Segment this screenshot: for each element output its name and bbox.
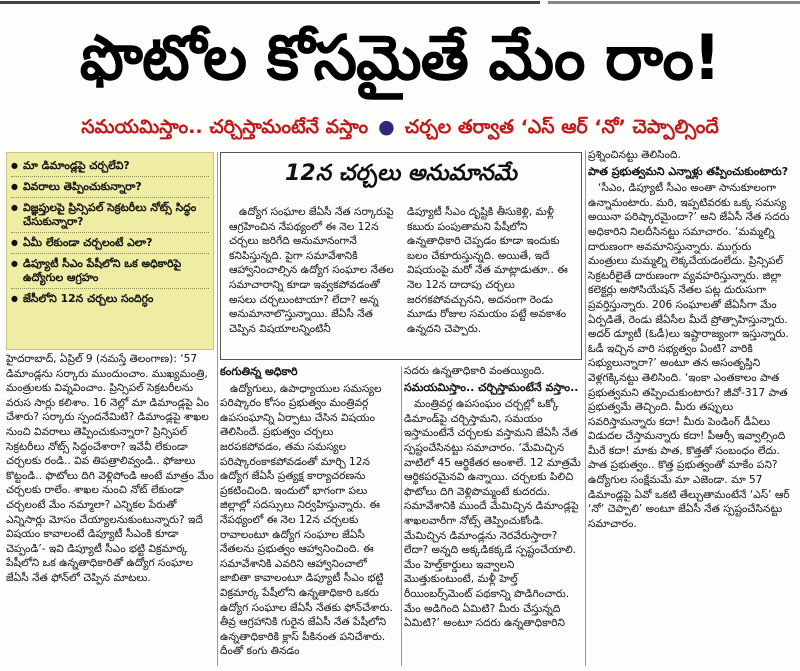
article-column-4 — [588, 148, 794, 668]
article-column-3 — [404, 364, 582, 668]
column-divider — [585, 150, 586, 666]
column-divider — [217, 152, 218, 666]
article-paragraph: ఉద్యోగులు, ఉపాధ్యాయుల సమస్యల పరిష్కారం కోసం ప్రభుత్వం మంత్రివర్గ ఉపసంఘాన్ని ఏర్పాటు చేసిన విషయం తెలిసిందే. ప్రభుత్వం చర్చలు జరపకపోవడం, తమ సమస్యల పరిష్కారంకాకపోవడంతో మార్చి 12న ఉద్యోగ జేఏసీ ప్రత్యక్ష కార్యాచరణను ప్రకటించింది. ఇందులో భాగంగా పలు జిల్లాల్లో సదస్సులు నిర్వహిస్తున్నారు. ఈ నేపథ్యంలో ఈ నెల 12న చర్చలకు రావాలంటూ ఉద్యోగ సంఘాల జేఏసీ నేతలను ప్రభుత్వం ఆహ్వానించింది. ఈ సమావేశానికి ఎవరిని ఆహ్వానించాలో జాబితా కావాలంటూ డిప్యూటీ సీఎం భట్టి విక్రమార్క పేషీలోని ఉన్నతాధికారి ఒకరు ఉద్యోగ సంఘాల జేఏసీ నేతకు ఫోన్‌చేశారు. తీవ్ర ఆగ్రహానికి గురైన జేఏసీ నేత పేషీలోని ఉన్నతాధికారికి క్లాస్ పీకినంత పనిచేశారు. దీంతో కంగు తినడం — [220, 382, 393, 658]
box-paragraph: ఉద్యోగ సంఘాల జేఏసీ నేత సర్కారుపై ఆగ్రహించిన నేపథ్యంలో ఈ నెల 12న చర్చలు జరిగేది అనుమానంగానే కనిపిస్తున్నది. పైగా సమావేశానికి ఆహ్వానించాల్సిన ఉద్యోగ సంఘాల నేతల సమాచారాన్ని కూడా ఇవ్వకపోవడంతో అసలు చర్చలుంటాయా? లేదా? అన్న అనుమానాలొస్తున్నాయి. జేఏసీ నేత చెప్పిన విషయాలన్నింటినీ — [229, 206, 394, 335]
section-heading: పాత ప్రభుత్వమని ఎన్నాళ్లు తప్పించుకుంటారు? — [588, 164, 789, 178]
section-heading: కంగుతిన్న అధికారి — [220, 365, 298, 378]
box-column-right — [407, 205, 575, 357]
article-paragraph: ప్రశ్నించినట్టు తెలిసింది. — [588, 149, 681, 161]
article-column-2 — [220, 364, 398, 668]
box-paragraph: డిప్యూటీ సీఎం దృష్టికి తీసుకెళ్లి, మళ్లీ కబురు పంపుతామని పేషీలోని ఉన్నతాధికారి చెప్పడం కూడా ఇందుకు బలం చేకూరుస్తున్నది. అయితే, ఇదే విషయంపై మరో నేత మాట్లాడుతూ.. ఈ నెల 12న దాదాపు చర్చలు జరగకపోవచ్చునని, అదనంగా రెండు మూడు రోజుల సమయం పట్టే అవకాశం ఉన్నదని చెప్పారు. — [407, 206, 568, 335]
headline: ఫొటోల కోసమైతే మేం రాం! — [79, 21, 721, 94]
section-heading: సమయమిస్తాం.. చర్చిస్తామంటేనే వస్తాం.. — [404, 380, 579, 394]
highlight-item: ● వివరాలు తెప్పించుకున్నారా? — [11, 177, 209, 198]
highlight-item: ● డిప్యూటీ సీఎం పేషీలోని ఒక అధికారిపై ఉద్యోగుల ఆగ్రహం — [11, 254, 209, 289]
article-paragraph: ‘సీఎం, డిప్యూటీ సీఎం అంతా సానుకూలంగా ఉన్నామంటారు. మరి, ఇప్పటివరకు ఒక్క సమస్య అయినా పరిష్కారమైందా?’ అని జేఏసీ నేత సదరు అధికారిని నిలదీసినట్టు సమాచారం. ‘మమ్మల్ని దారుణంగా అవమానిస్తున్నారు. ముగ్గురు మంత్రులు మమ్మల్ని లెక్కచేయడంలేదు. ప్రిన్సిపల్ సెక్రటరీలైతే దారుణంగా వ్యవహరిస్తున్నారు. జిల్లా కలెక్టర్లు అసోసియేషన్ నేతల పట్ల దురుసుగా ప్రవర్తిస్తున్నారు. 206 సంఘాలతో జేఏసీగా మేం ఏర్పడితే, రెండు జేఏసీల మీదే ప్రోత్సాహిస్తున్నారు. అదర్ డ్యూటీ (ఓడీ)లు ఇష్టారాజ్యంగా ఇస్తున్నారు. ఓడీ ఇచ్చిన వారి సభ్యత్వం ఏంటి? వారికి సభ్యులున్నారా?’ అంటూ తన అసంతృప్తిని వెళ్లగక్కినట్టు తెలిసింది. ‘ఇంకా ఎంతకాలం పాత ప్రభుత్వమని తప్పించుకుంటారు? జీవో-317 పాత ప్రభుత్వమే తెచ్చింది. మీరు తప్పులు సవరిస్తామన్నారు కదా! మీరు పెండింగ్ డీఏలు విడుదల చేస్తామన్నారు కదా! పీఆర్సీ ఇవ్వాల్సింది మీరే కదా! మాకు పాత, కొత్తతో సంబంధం లేదు. పాత ప్రభుత్వం.. కొత్త ప్రభుత్వంతో మాకేం పని? ఉద్యోగుల సంక్షేమమే మా ఎజెండా. మా 57 డిమాండ్లపై ఏవో ఒకటి తేల్చుతామంటేనే ‘ఎస్’ ఆర్ ‘నో’ చెప్పాలి’ అంటూ జేఏసీ నేత స్పష్టంచేసినట్టు సమాచారం. — [588, 182, 790, 530]
subheadline-left: సమయమిస్తాం.. చర్చిస్తామంటేనే వస్తాం — [81, 116, 369, 138]
box-column-left — [229, 205, 397, 357]
column-divider — [401, 366, 402, 666]
box-title: 12న చర్చలు అనుమానమే — [285, 161, 517, 186]
sidebar-box — [220, 152, 582, 360]
subheadline-right: చర్చల తర్వాత ‘ఎస్ ఆర్ ‘నో’ చెప్పాల్సిందే — [404, 116, 719, 138]
highlight-item: ● విజ్ఞప్తులపై ప్రిన్సిపల్ సెక్రటరీలు నోట్స్ సిద్ధం చేసుకున్నారా? — [11, 198, 209, 233]
bullet-dot-icon: ● — [378, 116, 395, 138]
article-column-1 — [6, 352, 214, 668]
article-paragraph: సదరు ఉన్నతాధికారి వంతయ్యింది. — [404, 365, 545, 377]
subheadline — [0, 112, 800, 142]
highlight-item: ● ఏమీ లేకుండా చర్చలంటే ఎలా? — [11, 233, 209, 254]
highlight-item: ● మా డిమాండ్లపై చర్చలేవి? — [11, 156, 209, 177]
article-paragraph: మంత్రివర్గ ఉపసంఘం చర్చల్లో ఒక్కో డిమాండ్‌పై చర్చిస్తామని, సమయం ఇస్తామంటేనే చర్చలకు వస్తామని జేఏసీ నేత స్పష్టంచేసినట్టు సమాచారం. ‘మేమిచ్చిన వాటిలో 45 ఆర్థికేతర అంశాలే. 12 మాత్రమే ఆర్థికపరమైనవి ఉన్నాయి. చర్చలకు పిలిచి ఫొటోలు దిగి వెళ్లిపొమ్మంటే కుదరదు. సమావేశానికి ముందే మేమిచ్చిన డిమాండ్లపై శాఖలవారీగా నోట్స్ తెప్పించుకోండి. మేమిచ్చిన డిమాండ్లను నెరవేరుస్తారా? లేదా? అన్నది అక్కడికక్కడే స్పష్టంచేయాలి. మేం హెల్త్‌కార్డులు ఇవ్వాలని మొత్తుకుంటుంటే, మళ్లీ హెల్త్ రీయింబర్స్‌మెంట్ పథకాన్ని పొడిగించారు. మేం అడిగింది ఏమిటి? మీరు చేస్తున్నది ఏమిటి?’ అంటూ సదరు ఉన్నతాధికారిని — [404, 398, 581, 630]
article-paragraph: హైదరాబాద్, ఏప్రిల్ 9 (నమస్తే తెలంగాణ): ‘57 డిమాండ్లను సర్కారు ముందుంచాం. ముఖ్యమంత్రి, మంత్రులకు వివ్నవించాం. ప్రిన్సిపల్ సెక్రటరీలను వరుస సార్లు కలిశాం. 16 నెల్లో మా డిమాండ్లపై ఏం చేశారు? సర్కారు స్పందనేమిటి? డిమాండ్లపై శాఖల నుంచి వివరాలు తెప్పించుకున్నారా? ప్రిన్సిపల్ సెక్రటరీలు నోట్స్ సిద్ధంచేశారా? ఇవేవీ లేకుండా చర్చలకు రండి.. వివ తిపత్రాలివ్వండి.. ఫోజులు కొట్టండి.. ఫొటోలు దిగి వెళ్లిపోండి అంటే మాత్రం మేం చర్చలకు రాలేం. శాఖల నుంచి నోట్ లేకుండా చర్చలంటే మేం నమ్మాలా? ఎన్నికల పేరుతో ఎన్నిసార్లు మోసం చేయ్యాలనుకుంటున్నారు? ఇదే విషయం కావాలంటే డిప్యూటీ సీఎంకి కూడా చెప్పండి’- ఇవి డిప్యూటీ సీఎం భట్టి విక్రమార్క పేషీలోని ఒక ఉన్నతాధికారితో ఉద్యోగ సంఘాల జేఏసీ నేత ఫోన్‌లో చెప్పిన మాటలు. — [6, 353, 214, 584]
top-rule — [0, 0, 800, 6]
highlight-item: ● జేసీలోని 12న చర్చలు సందిగ్ధం — [11, 289, 209, 309]
highlights-box — [6, 152, 214, 350]
